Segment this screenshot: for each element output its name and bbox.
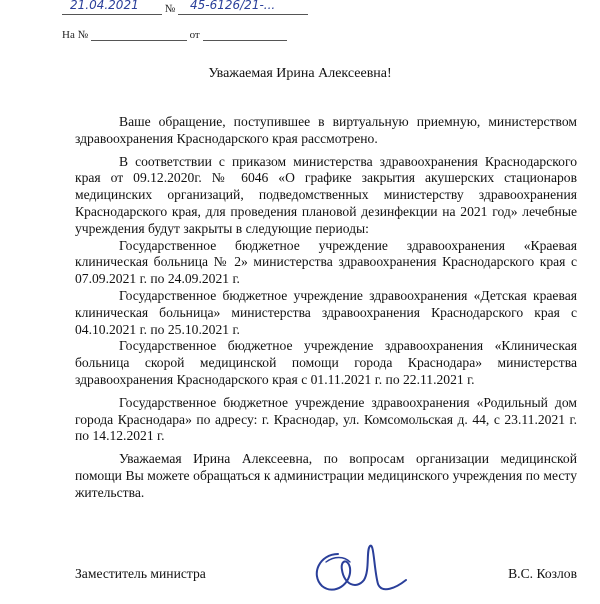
paragraph-hospital-3: Государственное бюджетное учреждение здравоохранения «Клиническая больница скорой медицинской помощи города Краснодара» министерства здравоохранения Краснодарского края с 01.11.2021 г. по 22.11.2021 г.: [75, 338, 577, 387]
ref-date-line: [203, 28, 287, 41]
signatory-name: В.С. Козлов: [508, 566, 577, 581]
handwritten-date: 21.04.2021: [70, 0, 139, 12]
ref-label: На №: [62, 29, 89, 41]
paragraph-hospital-2: Государственное бюджетное учреждение здравоохранения «Детская краевая клиническая больница» министерства здравоохранения Краснодарского края с 04.10.2021 г. по 25.10.2021 г.: [75, 287, 577, 337]
paragraph-closing: Уважаемая Ирина Алексеевна, по вопросам организации медицинской помощи Вы можете обращаться к администрации медицинского учреждения по месту жительства.: [75, 451, 577, 500]
paragraph-hospital-4: Государственное бюджетное учреждение здравоохранения «Родильный дом города Краснодара» по адресу: г. Краснодар, ул. Комсомольская д. 44, с 23.11.2021 г. по 14.12.2021 г.: [75, 394, 577, 444]
reference-line: [62, 28, 287, 41]
letter-body: [75, 114, 577, 508]
signatory-title: Заместитель министра: [75, 566, 206, 581]
greeting: Уважаемая Ирина Алексеевна!: [208, 66, 392, 81]
number-label: №: [164, 3, 176, 15]
paragraph-hospital-1: Государственное бюджетное учреждение здравоохранения «Краевая клиническая больница № 2» министерства здравоохранения Краснодарского края с 07.09.2021 г. по 24.09.2021 г.: [75, 237, 577, 287]
handwritten-number: 45-6126/21-...: [190, 0, 276, 12]
paragraph-order: В соответствии с приказом министерства здравоохранения Краснодарского края от 09.12.2020г. № 6046 «О графике закрытия акушерских стационаров медицинских организаций, подведомственных министерству здравоохранения Краснодарского края, для проведения плановой дезинфекции на 2021 год» лечебные учреждения будут закрыты в следующие периоды:: [75, 153, 577, 236]
handwritten-signature: [300, 540, 410, 600]
from-label: от: [189, 29, 200, 41]
ref-number-line: [91, 28, 187, 41]
paragraph-intro: Ваше обращение, поступившее в виртуальную приемную, министерством здравоохранения Краснодарского края рассмотрено.: [75, 114, 577, 146]
